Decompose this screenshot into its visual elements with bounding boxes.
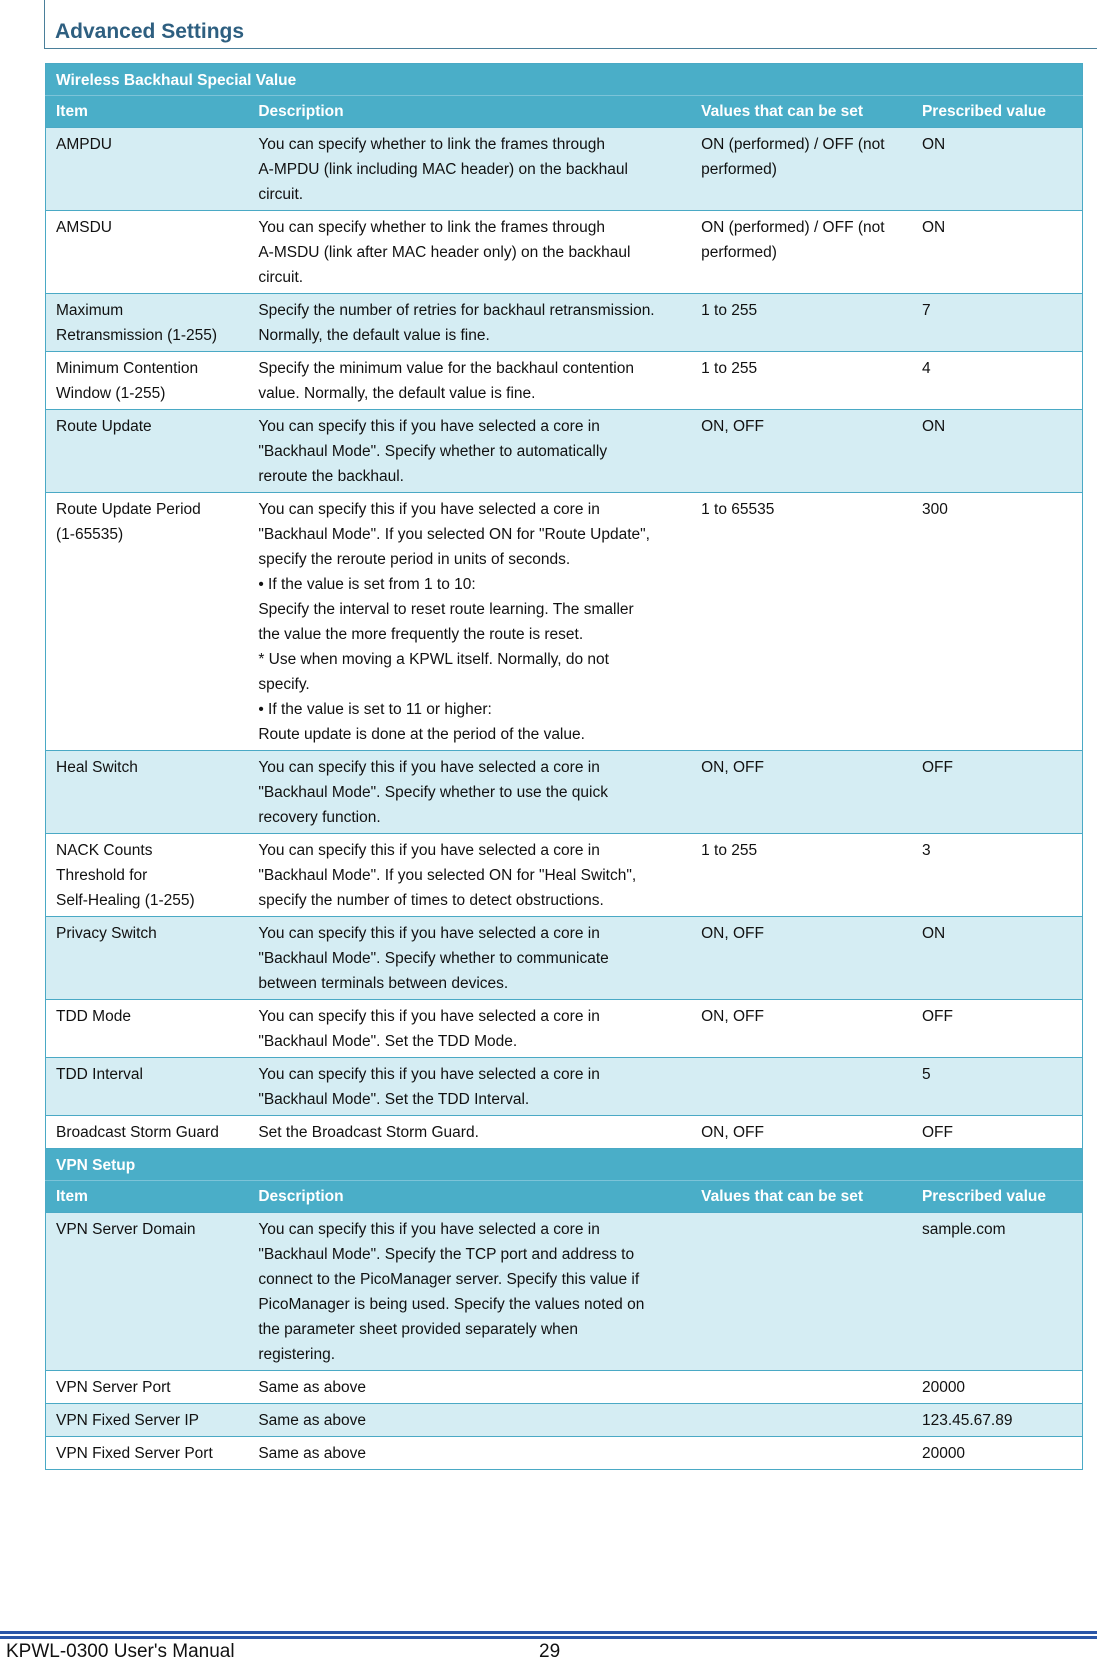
text-line: "Backhaul Mode". If you selected ON for "Route Update", <box>258 526 650 543</box>
text-line: PicoManager is being used. Specify the values noted on <box>258 1296 645 1313</box>
text-line: You can specify whether to link the frames through <box>258 136 605 153</box>
column-header: Values that can be set <box>691 96 912 128</box>
section-header <box>46 64 1083 96</box>
table-row <box>46 211 1083 294</box>
description-cell <box>248 1000 691 1058</box>
item-cell <box>46 834 249 917</box>
text-line: You can specify this if you have selected a core in <box>258 1008 600 1025</box>
text-line: You can specify this if you have selected a core in <box>258 1221 600 1238</box>
text-line: "Backhaul Mode". If you selected ON for "Heal Switch", <box>258 867 637 884</box>
text-line: You can specify this if you have selected a core in <box>258 759 600 776</box>
prescribed-cell: 3 <box>912 834 1083 917</box>
values-cell <box>691 1058 912 1116</box>
prescribed-cell: ON <box>912 128 1083 211</box>
text-line: Privacy Switch <box>56 925 157 942</box>
table-row <box>46 352 1083 410</box>
prescribed-cell: 123.45.67.89 <box>912 1404 1083 1437</box>
text-line: AMPDU <box>56 136 112 153</box>
prescribed-cell: ON <box>912 410 1083 493</box>
table-row <box>46 751 1083 834</box>
text-line: Threshold for <box>56 867 148 884</box>
text-line: VPN Server Domain <box>56 1221 196 1238</box>
prescribed-cell: ON <box>912 211 1083 294</box>
item-cell <box>46 1116 249 1149</box>
page-title: Advanced Settings <box>55 20 245 43</box>
settings-table <box>45 63 1083 1470</box>
text-line: reroute the backhaul. <box>258 468 404 485</box>
values-cell <box>691 1437 912 1470</box>
item-cell <box>46 1404 249 1437</box>
item-cell <box>46 410 249 493</box>
table-row <box>46 1437 1083 1470</box>
item-cell <box>46 751 249 834</box>
page-number: 29 <box>539 1641 561 1662</box>
text-line: circuit. <box>258 269 304 286</box>
item-cell <box>46 1000 249 1058</box>
text-line: ON, OFF <box>701 1008 764 1025</box>
text-line: TDD Mode <box>56 1008 131 1025</box>
text-line: TDD Interval <box>56 1066 143 1083</box>
section-title: Wireless Backhaul Special Value <box>46 64 1083 96</box>
column-header: Prescribed value <box>912 96 1083 128</box>
values-cell <box>691 493 912 751</box>
description-cell <box>248 1404 691 1437</box>
text-line: NACK Counts <box>56 842 153 859</box>
text-line: Specify the interval to reset route learning. The smaller <box>258 601 634 618</box>
item-cell <box>46 128 249 211</box>
column-header: Prescribed value <box>912 1181 1083 1213</box>
table-row <box>46 128 1083 211</box>
values-cell <box>691 1116 912 1149</box>
description-cell <box>248 211 691 294</box>
text-line: "Backhaul Mode". Specify whether to automatically <box>258 443 608 460</box>
description-cell <box>248 834 691 917</box>
column-header: Description <box>248 1181 691 1213</box>
item-cell <box>46 1058 249 1116</box>
table-row <box>46 1058 1083 1116</box>
manual-title: KPWL-0300 User's Manual <box>6 1641 235 1662</box>
description-cell <box>248 1116 691 1149</box>
text-line: specify. <box>258 676 310 693</box>
table-row <box>46 1213 1083 1371</box>
prescribed-cell: ON <box>912 917 1083 1000</box>
text-line: You can specify this if you have selected a core in <box>258 501 600 518</box>
description-cell <box>248 352 691 410</box>
text-line: Same as above <box>258 1412 367 1429</box>
column-headers <box>46 1181 1083 1213</box>
text-line: Broadcast Storm Guard <box>56 1124 219 1141</box>
description-cell <box>248 128 691 211</box>
text-line: 1 to 255 <box>701 302 758 319</box>
text-line: value. Normally, the default value is fine. <box>258 385 536 402</box>
description-cell <box>248 1371 691 1404</box>
values-cell <box>691 294 912 352</box>
item-cell <box>46 1213 249 1371</box>
table-row <box>46 1404 1083 1437</box>
text-line: Window (1-255) <box>56 385 166 402</box>
text-line: You can specify this if you have selected a core in <box>258 1066 600 1083</box>
text-line: VPN Server Port <box>56 1379 171 1396</box>
column-headers <box>46 96 1083 128</box>
text-line: ON, OFF <box>701 759 764 776</box>
item-cell <box>46 294 249 352</box>
text-line: VPN Fixed Server Port <box>56 1445 213 1462</box>
values-cell <box>691 751 912 834</box>
item-cell <box>46 1371 249 1404</box>
text-line: "Backhaul Mode". Specify whether to use the quick <box>258 784 608 801</box>
text-line: A-MPDU (link including MAC header) on the backhaul <box>258 161 628 178</box>
text-line: "Backhaul Mode". Set the TDD Mode. <box>258 1033 518 1050</box>
text-line: ON (performed) / OFF (not <box>701 219 885 236</box>
prescribed-cell: OFF <box>912 1000 1083 1058</box>
text-line: specify the reroute period in units of seconds. <box>258 551 571 568</box>
table-row <box>46 294 1083 352</box>
column-header: Item <box>46 96 249 128</box>
page-header <box>44 0 1097 49</box>
table-row <box>46 917 1083 1000</box>
table-row <box>46 493 1083 751</box>
text-line: You can specify this if you have selected a core in <box>258 842 600 859</box>
text-line: Minimum Contention <box>56 360 199 377</box>
text-line: Specify the minimum value for the backhaul contention <box>258 360 634 377</box>
text-line: Specify the number of retries for backhaul retransmission. <box>258 302 655 319</box>
description-cell <box>248 410 691 493</box>
text-line: (1-65535) <box>56 526 124 543</box>
text-line: Route Update Period <box>56 501 201 518</box>
prescribed-cell: OFF <box>912 751 1083 834</box>
text-line: circuit. <box>258 186 304 203</box>
text-line: Maximum <box>56 302 124 319</box>
text-line: 1 to 255 <box>701 842 758 859</box>
text-line: "Backhaul Mode". Specify whether to communicate <box>258 950 609 967</box>
text-line: You can specify this if you have selected a core in <box>258 418 600 435</box>
text-line: the parameter sheet provided separately when <box>258 1321 578 1338</box>
text-line: * Use when moving a KPWL itself. Normally, do not <box>258 651 609 668</box>
text-line: "Backhaul Mode". Set the TDD Interval. <box>258 1091 530 1108</box>
text-line: connect to the PicoManager server. Specify this value if <box>258 1271 640 1288</box>
text-line: • If the value is set to 11 or higher: <box>258 701 492 718</box>
section-header <box>46 1149 1083 1181</box>
footer-rule <box>0 1636 1097 1639</box>
description-cell <box>248 294 691 352</box>
text-line: "Backhaul Mode". Specify the TCP port and address to <box>258 1246 635 1263</box>
values-cell <box>691 834 912 917</box>
prescribed-cell: 300 <box>912 493 1083 751</box>
prescribed-cell: 4 <box>912 352 1083 410</box>
item-cell <box>46 1437 249 1470</box>
prescribed-cell: 20000 <box>912 1371 1083 1404</box>
item-cell <box>46 493 249 751</box>
prescribed-cell: sample.com <box>912 1213 1083 1371</box>
text-line: Route update is done at the period of the value. <box>258 726 585 743</box>
column-header: Item <box>46 1181 249 1213</box>
section-title: VPN Setup <box>46 1149 1083 1181</box>
table-row <box>46 1116 1083 1149</box>
text-line: ON, OFF <box>701 1124 764 1141</box>
item-cell <box>46 211 249 294</box>
item-cell <box>46 352 249 410</box>
text-line: performed) <box>701 244 777 261</box>
text-line: VPN Fixed Server IP <box>56 1412 199 1429</box>
description-cell <box>248 1213 691 1371</box>
text-line: You can specify whether to link the frames through <box>258 219 605 236</box>
text-line: 1 to 255 <box>701 360 758 377</box>
table-row <box>46 1000 1083 1058</box>
text-line: Self-Healing (1-255) <box>56 892 195 909</box>
prescribed-cell: 7 <box>912 294 1083 352</box>
text-line: performed) <box>701 161 777 178</box>
text-line: Retransmission (1-255) <box>56 327 218 344</box>
text-line: recovery function. <box>258 809 381 826</box>
values-cell <box>691 1213 912 1371</box>
text-line: specify the number of times to detect obstructions. <box>258 892 604 909</box>
values-cell <box>691 1000 912 1058</box>
values-cell <box>691 211 912 294</box>
values-cell <box>691 1404 912 1437</box>
values-cell <box>691 352 912 410</box>
item-cell <box>46 917 249 1000</box>
description-cell <box>248 751 691 834</box>
column-header: Values that can be set <box>691 1181 912 1213</box>
values-cell <box>691 410 912 493</box>
prescribed-cell: OFF <box>912 1116 1083 1149</box>
text-line: ON, OFF <box>701 925 764 942</box>
text-line: Same as above <box>258 1445 367 1462</box>
table-row <box>46 1371 1083 1404</box>
text-line: Heal Switch <box>56 759 138 776</box>
values-cell <box>691 1371 912 1404</box>
table-row <box>46 410 1083 493</box>
prescribed-cell: 5 <box>912 1058 1083 1116</box>
text-line: Set the Broadcast Storm Guard. <box>258 1124 479 1141</box>
text-line: Normally, the default value is fine. <box>258 327 490 344</box>
text-line: A-MSDU (link after MAC header only) on the backhaul <box>258 244 631 261</box>
description-cell <box>248 1437 691 1470</box>
text-line: between terminals between devices. <box>258 975 509 992</box>
prescribed-cell: 20000 <box>912 1437 1083 1470</box>
text-line: Route Update <box>56 418 152 435</box>
text-line: 1 to 65535 <box>701 501 775 518</box>
footer-rule <box>0 1631 1097 1634</box>
text-line: Same as above <box>258 1379 367 1396</box>
values-cell <box>691 917 912 1000</box>
description-cell <box>248 1058 691 1116</box>
description-cell <box>248 917 691 1000</box>
text-line: ON, OFF <box>701 418 764 435</box>
column-header: Description <box>248 96 691 128</box>
table-row <box>46 834 1083 917</box>
description-cell <box>248 493 691 751</box>
text-line: AMSDU <box>56 219 112 236</box>
values-cell <box>691 128 912 211</box>
text-line: ON (performed) / OFF (not <box>701 136 885 153</box>
text-line: You can specify this if you have selected a core in <box>258 925 600 942</box>
text-line: • If the value is set from 1 to 10: <box>258 576 476 593</box>
text-line: registering. <box>258 1346 336 1363</box>
page-footer <box>0 1641 1097 1661</box>
text-line: the value the more frequently the route is reset. <box>258 626 584 643</box>
